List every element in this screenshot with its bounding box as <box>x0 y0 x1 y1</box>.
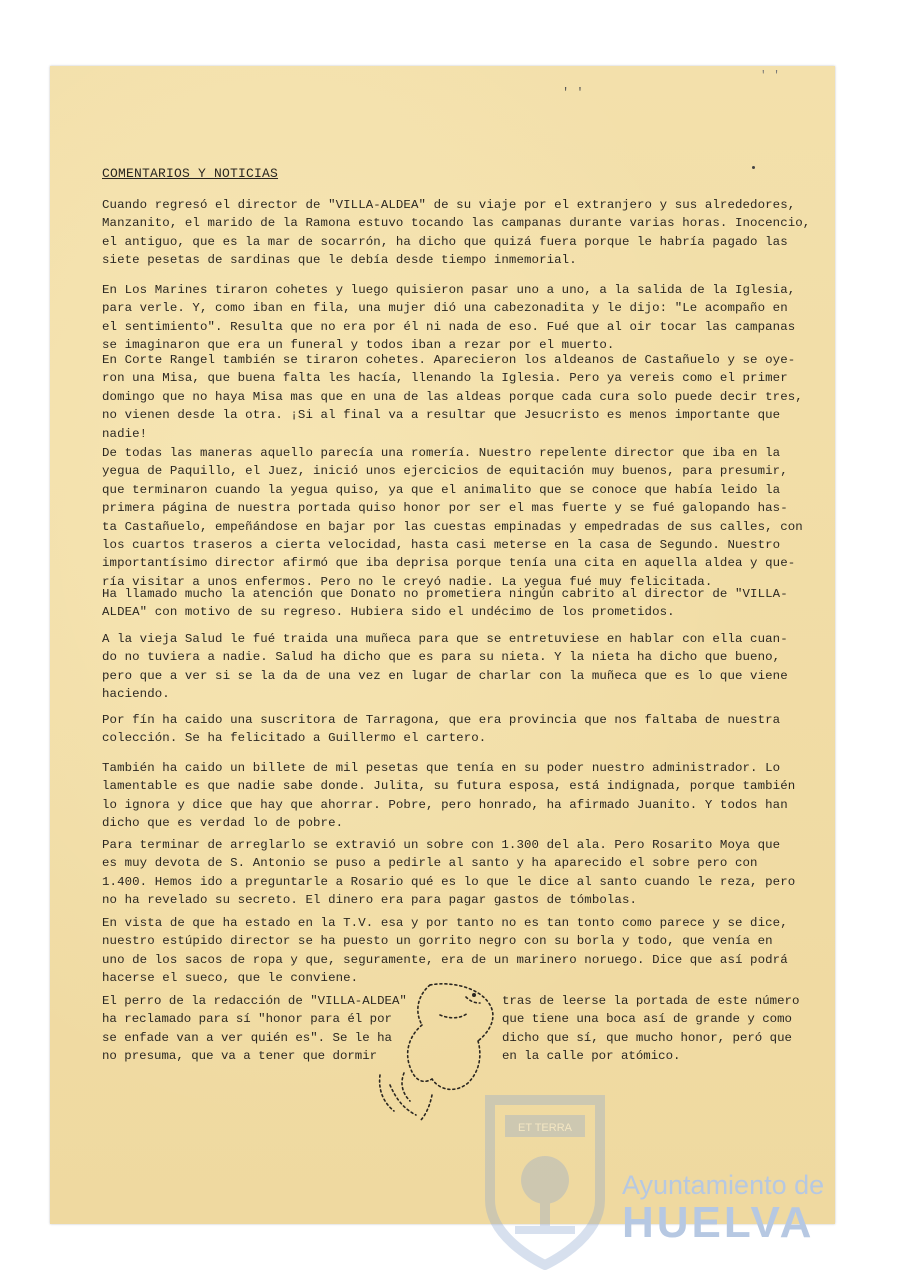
paragraph-right-column: tras de leerse la portada de este número que tiene una boca así de grande y como dicho que sí, que mucho honor, peró que en la calle por atómico. <box>502 994 800 1064</box>
ink-dot <box>752 166 755 169</box>
paragraph: De todas las maneras aquello parecía una romería. Nuestro repelente director que iba en la yegua de Paquillo, el Juez, inició unos ejercicios de equitación muy buenos, para presumir, que terminaron cuando la yegua quiso, ya que el animalito que se conoce que había leido la primera página de nuestra portada quiso honor por ser el mas fuerte y se fué galopando has- ta Castañuelo, empeñándose en bajar por las cuestas empinadas y empedradas de sus calles, con los cuartos traseros a cierta velocidad, hasta casi meterse en la casa de Segundo. Nuestro importantísimo director afirmó que iba deprisa porque tenía una cita en aquella aldea y que- ría visitar a unos enfermos. Pero no le creyó nadie. La yegua fué muy felicitada. <box>102 446 803 589</box>
stray-mark: ' ' <box>760 70 780 82</box>
paragraph: Cuando regresó el director de "VILLA-ALDEA" de su viaje por el extranjero y sus alrededores, Manzanito, el marido de la Ramona estuvo tocando las campanas durante varias horas. Inocencio, el antiguo, que es la mar de socarrón, ha dicho que quizá fuera porque le habría pagado las siete pesetas de sardinas que le debía desde tiempo inmemorial. <box>102 198 811 268</box>
paragraph: Ha llamado mucho la atención que Donato no prometiera ningún cabrito al director de "VILLA- ALDEA" con motivo de su regreso. Hubiera sido el undécimo de los prometidos. <box>102 587 788 620</box>
city-seal-icon <box>470 1080 620 1270</box>
watermark-line-2: HUELVA <box>622 1198 815 1247</box>
dog-eye-mark <box>472 993 476 997</box>
paragraph: En vista de que ha estado en la T.V. esa y por tanto no es tan tonto como parece y se dice, nuestro estúpido director se ha puesto un gorrito negro con su borla y todo, que venía en uno de los sacos de ropa y que, seguramente, era de un marinero noruego. Dice que así podrá hacerse el sueco, que le conviene. <box>102 916 788 986</box>
watermark-line-1: Ayuntamiento de <box>622 1170 825 1200</box>
stray-mark: ' ' <box>562 86 584 100</box>
paragraph: También ha caido un billete de mil pesetas que tenía en su poder nuestro administrador. Lo lamentable es que nadie sabe donde. Julita, su futura esposa, está indignada, porque también lo ignora y dice que hay que ahorrar. Pobre, pero honrado, ha afirmado Juanito. Y todos han dicho que es verdad lo de pobre. <box>102 761 796 831</box>
paragraph: Para terminar de arreglarlo se extravió un sobre con 1.300 del ala. Pero Rosarito Moya que es muy devota de S. Antonio se puso a pedirle al santo y ha aparecido el sobre pero con 1.400. Hemos ido a preguntarle a Rosario qué es lo que le dice al santo cuando le reza, pero no ha revelado su secreto. El dinero era para pagar gastos de tómbolas. <box>102 838 796 908</box>
paragraph: En Corte Rangel también se tiraron cohetes. Aparecieron los aldeanos de Castañuelo y se oye- ron una Misa, que buena falta les hacía, llenando la Iglesia. Pero ya vereis como el primer domingo que no haya Misa mas que en una de las aldeas porque cada cura solo puede decir tres, no vienen desde la otra. ¡Si al final va a resultar que Jesucristo es menos importante que nadie! <box>102 353 803 441</box>
paragraph-left-column: El perro de la redacción de "VILLA-ALDEA" ha reclamado para sí "honor para él por se enfade van a ver quién es". Se le ha no presuma, que va a tener que dormir <box>102 994 407 1064</box>
page-title: COMENTARIOS Y NOTICIAS <box>102 166 279 181</box>
paragraph: A la vieja Salud le fué traida una muñeca para que se entretuviese en hablar con ella cuan- do no tuviera a nadie. Salud ha dicho que es para su nieta. Y la nieta ha dicho que bueno, pero que a ver si se la da de una vez en lugar de charlar con la muñeca que es lo que viene haciendo. <box>102 632 788 702</box>
seal-text: ET TERRA <box>518 1122 572 1134</box>
paragraph: En Los Marines tiraron cohetes y luego quisieron pasar uno a uno, a la salida de la Iglesia, para verle. Y, como iban en fila, una mujer dió una cabezonadita y le dijo: "Le acompaño en el sentimiento". Resulta que no era por él ni nada de eso. Fué que al oir tocar las campanas se imaginaron que era un funeral y todos iban a rezar por el muerto. <box>102 283 796 353</box>
paragraph: Por fín ha caido una suscritora de Tarragona, que era provincia que nos faltaba de nuestra colección. Se ha felicitado a Guillermo el cartero. <box>102 713 781 746</box>
